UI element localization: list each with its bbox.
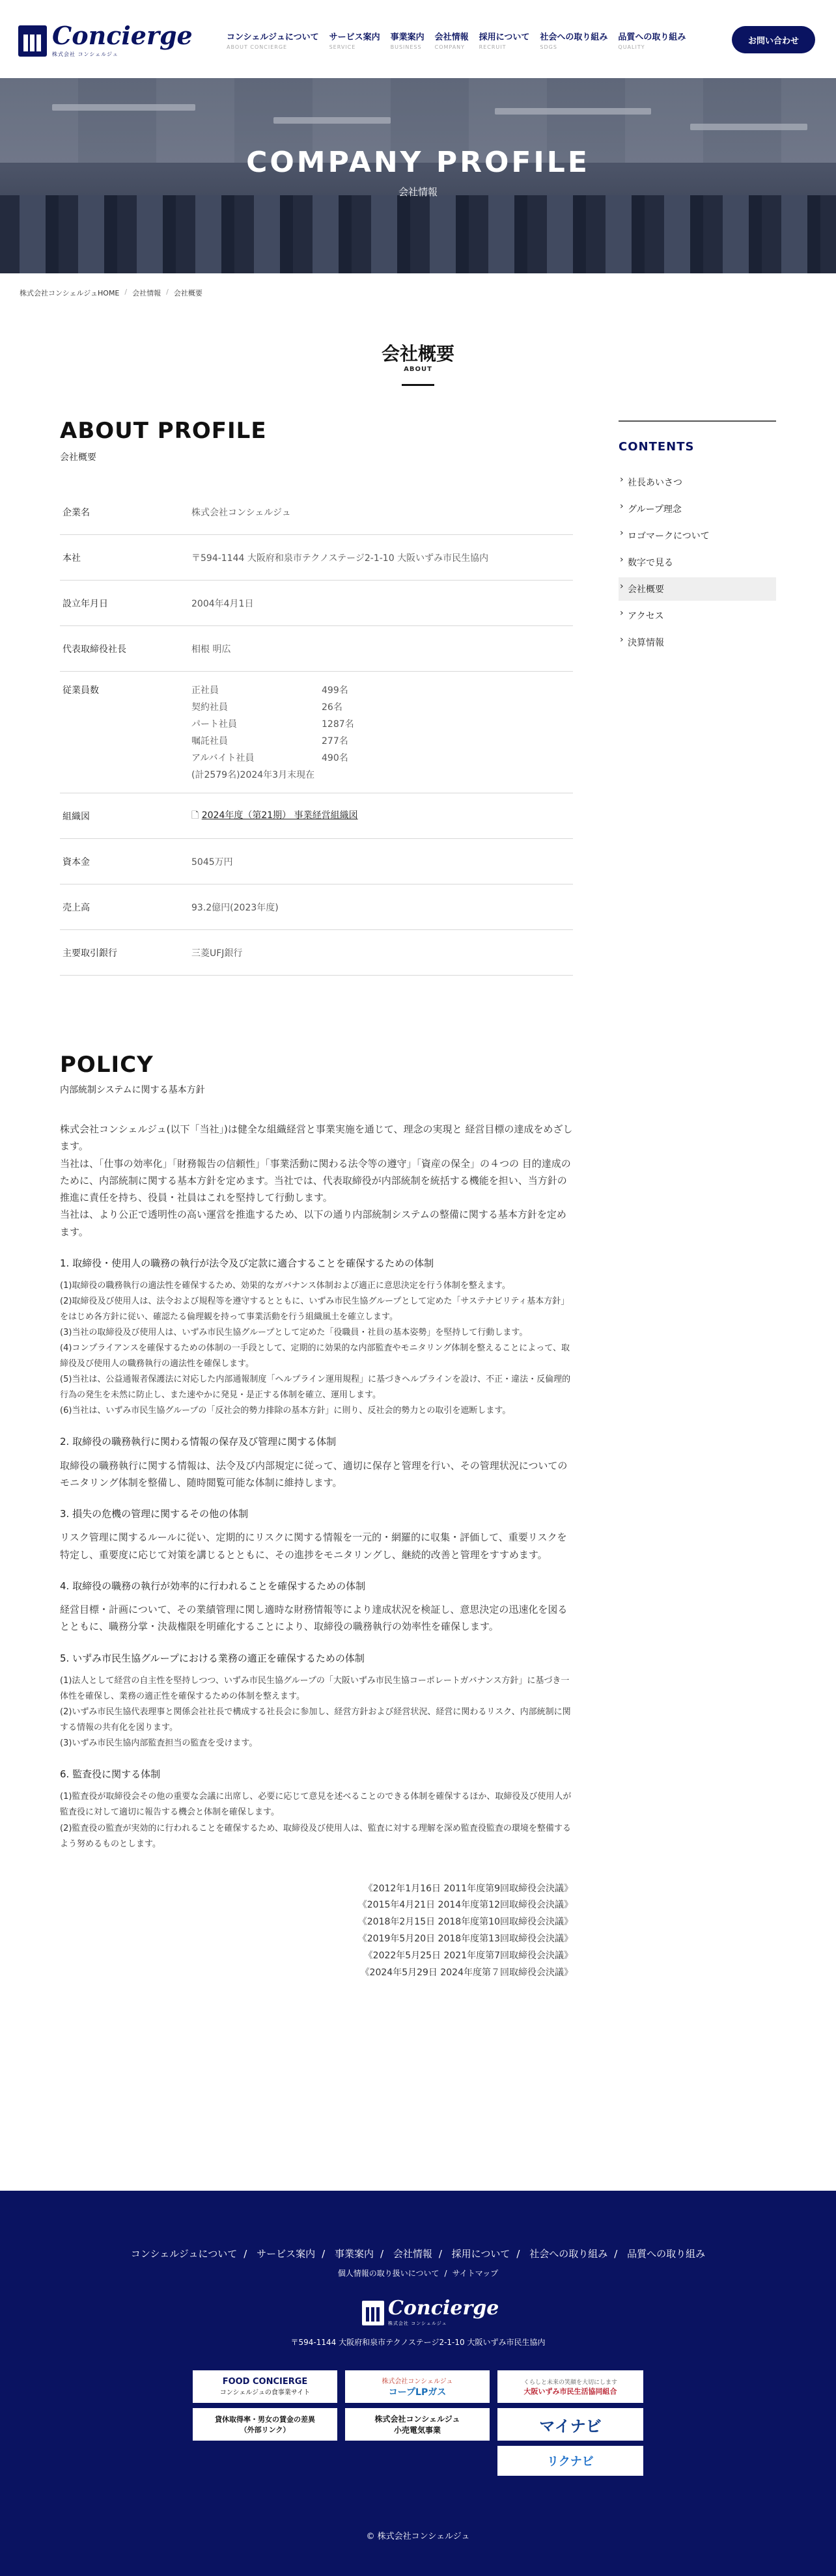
policy-section-title: 5. いずみ市民生協グループにおける業務の適正を確保するための体制: [60, 1652, 365, 1664]
nav-label-en: SDGS: [540, 44, 557, 50]
banner-electricity[interactable]: [345, 2408, 490, 2441]
org-chart-link[interactable]: 2024年度（第21期） 事業経営組織図: [201, 810, 358, 821]
banner-line1: 貸休取得率・男女の賃金の差異: [215, 2415, 315, 2424]
nav-label-en: BUSINESS: [390, 44, 422, 50]
nav-item-about[interactable]: [221, 30, 324, 50]
sidebar-item-profile[interactable]: › 会社概要: [619, 577, 776, 601]
table-row: [60, 884, 573, 930]
nav-item-service[interactable]: [324, 30, 385, 50]
policy-section-title: 4. 取締役の職務の執行が効率的に行われることを確保するための体制: [60, 1580, 366, 1592]
nav-label: 品質への取り組み: [618, 33, 686, 42]
employee-type: アルバイト社員: [191, 753, 255, 763]
nav-label: 会社情報: [434, 33, 469, 42]
policy-item: (2)監査役の監査が実効的に行われることを確保するため、取締役及び使用人は、監査に対する理解を深め監査役監査の環境を整備するよう努めるものとします。: [60, 1823, 571, 1849]
table-row: [60, 581, 573, 626]
footer-logo[interactable]: [362, 2299, 499, 2327]
resolution-entry: 《2022年5月25日 2021年度第7回取締役会決議》: [363, 1951, 573, 1962]
policy-item: (1)監査役が取締役会その他の重要な会議に出席し、必要に応じて意見を述べることのできる体制を確保するほか、取締役及び使用人が監査役に対して適切に報告する機会と体制を確保します。: [60, 1792, 572, 1818]
nav-label: サービス案内: [329, 33, 380, 42]
resolution-entry: 《2019年5月20日 2018年度第13回取締役会決議》: [357, 1934, 573, 1945]
policy-item: (1)取締役の職務執行の適法性を確保するため、効果的なガバナンス体制および適正に意思決定を行う体制を整えます。: [60, 1281, 510, 1291]
row-label: 企業名: [63, 507, 90, 518]
policy-item: (4)コンプライアンスを確保するための体制の一手段として、定期的に効果的な内部監査やモニタリング体制を整えることによって、取締役及び使用人の職務執行の適法性を確保します。: [60, 1343, 570, 1369]
banner-leave-rate[interactable]: [193, 2408, 337, 2441]
footer-address: 〒594-1144 大阪府和泉市テクノステージ2-1-10 大阪いずみ市民生協内: [290, 2338, 546, 2347]
sidebar-item-logo[interactable]: › ロゴマークについて: [619, 524, 776, 547]
employee-count: 490名: [322, 753, 348, 763]
page-title: 会社概要: [381, 343, 454, 364]
banner-line1: リクナビ: [547, 2455, 594, 2469]
row-label: 組織図: [63, 811, 90, 822]
banner-line1: マイナビ: [539, 2417, 602, 2435]
contents-sidebar: [619, 420, 776, 657]
policy-section-body: リスク管理に関するルールに従い、定期的にリスクに関する情報を一元的・網羅的に収集・評価して、重要リスクを特定し、重要度に応じて対策を講じるとともに、その進捗をモニタリングし、継続的改善と管理をすすめます。: [60, 1531, 567, 1561]
policy-subheading: 内部統制システムに関する基本方針: [60, 1085, 205, 1095]
nav-label: コンシェルジュについて: [227, 33, 319, 42]
row-label: 資本金: [63, 856, 90, 868]
about-subheading: 会社概要: [60, 452, 96, 463]
breadcrumb-separator: /: [166, 288, 169, 296]
breadcrumb-company[interactable]: 会社情報: [132, 289, 161, 297]
policy-item: (3)いずみ市民生協内部監査担当の監査を受けます。: [60, 1738, 258, 1749]
site-header: [0, 0, 836, 78]
about-heading: ABOUT PROFILE: [60, 418, 267, 444]
row-label: 主要取引銀行: [63, 948, 117, 959]
breadcrumb: [20, 288, 202, 298]
sidebar-title: CONTENTS: [619, 440, 695, 454]
banner-rikunabi[interactable]: [497, 2446, 643, 2476]
page-title-en: ABOUT: [404, 366, 432, 373]
policy-item: (2)取締役及び使用人は、法令および規程等を遵守するとともに、いずみ市民生協グループとして定めた「サステナビリティ基本方針」をはじめ各方針に従い、確認たる倫理観を持って事業活動を行う組織風土を確立します。: [60, 1296, 570, 1322]
row-label: 本社: [63, 553, 81, 564]
table-row: [60, 930, 573, 976]
employee-type: パート社員: [191, 719, 237, 730]
row-label: 売上高: [63, 902, 90, 913]
footer-link[interactable]: 事業案内: [334, 2248, 374, 2260]
resolution-entry: 《2024年5月29日 2024年度第７回取締役会決議》: [360, 1967, 573, 1979]
banner-line2: コンシェルジュの食事業サイト: [219, 2389, 311, 2396]
site-footer: [0, 2191, 836, 2576]
employee-count: 26名: [322, 702, 342, 713]
policy-section-body: 経営目標・計画について、その業績管理に関し適時な財務情報等により達成状況を検証し、意思決定の迅速化を図るとともに、職務分掌・決裁権限を明確化することにより、取締役の職務執行の効率性を確保します。: [60, 1604, 568, 1633]
employee-count: 499名: [322, 685, 348, 696]
nav-item-business[interactable]: [385, 30, 430, 50]
footer-link[interactable]: コンシェルジュについて: [130, 2248, 238, 2260]
table-row-org: [60, 793, 573, 839]
footer-subnav: 個人情報の取り扱いについて / サイトマップ: [337, 2269, 499, 2278]
policy-section-title: 2. 取締役の職務執行に関わる情報の保存及び管理に関する体制: [60, 1436, 337, 1448]
site-logo[interactable]: [18, 23, 193, 58]
sidebar-item-access[interactable]: › アクセス: [619, 604, 776, 627]
sidebar-item-numbers[interactable]: › 数字で見る: [619, 551, 776, 574]
footer-link[interactable]: 採用について: [451, 2248, 510, 2260]
sidebar-item-message[interactable]: › 社長あいさつ: [619, 471, 776, 494]
breadcrumb-home[interactable]: 株式会社コンシェルジュHOME: [20, 289, 120, 297]
policy-section-title: 1. 取締役・使用人の職務の執行が法令及び定款に適合することを確保するための体制: [60, 1257, 434, 1269]
row-value: 93.2億円(2023年度): [191, 902, 279, 913]
nav-label: 事業案内: [390, 33, 425, 42]
nav-label-en: QUALITY: [618, 44, 645, 50]
banner-line1: 株式会社コンシェルジュ: [374, 2415, 460, 2424]
banner-line1: FOOD CONCIERGE: [222, 2377, 308, 2387]
resolution-entry: 《2018年2月15日 2018年度第10回取締役会決議》: [357, 1917, 573, 1928]
row-value: 〒594-1144 大阪府和泉市テクノステージ2-1-10 大阪いずみ市民生協内: [191, 553, 489, 564]
nav-item-company[interactable]: [430, 30, 474, 50]
employee-note: (計2579名)2024年3月末現在: [191, 770, 315, 780]
footer-link[interactable]: 品質への取り組み: [627, 2248, 706, 2260]
profile-table: [60, 489, 573, 976]
footer-link[interactable]: 社会への取り組み: [529, 2248, 608, 2260]
nav-label-en: RECRUIT: [479, 44, 507, 50]
row-value: 三菱UFJ銀行: [191, 948, 243, 959]
policy-section-body: 取締役の職務執行に関する情報は、法令及び内部規定に従って、適切に保存と管理を行い、その管理状況についてのモニタリング体制を整備し、随時閲覧可能な体制に維持します。: [60, 1459, 568, 1488]
resolution-entry: 《2012年1月16日 2011年度第9回取締役会決議》: [363, 1883, 573, 1894]
banner-line1: くらしと未来の笑顔を大切にします: [523, 2379, 617, 2386]
logo-text: Concierge: [52, 21, 193, 50]
footer-link[interactable]: 会社情報: [393, 2248, 432, 2260]
table-row: [60, 489, 573, 535]
banner-line2: コープLPガス: [388, 2387, 447, 2398]
privacy-link[interactable]: 個人情報の取り扱いについて: [337, 2269, 439, 2278]
document-icon: 🗋: [191, 810, 199, 821]
footer-logo-sub: 株式会社 コンシェルジュ: [388, 2321, 447, 2326]
table-row: [60, 839, 573, 884]
sitemap-link[interactable]: サイトマップ: [452, 2269, 499, 2278]
logo-subtext: 株式会社 コンシェルジュ: [52, 51, 118, 57]
policy-item: (6)当社は、いずみ市民生協グループの「反社会的勢力排除の基本方針」に則り、反社会的勢力との取引を遮断します。: [60, 1406, 511, 1416]
nav-item-recruit[interactable]: [474, 30, 535, 50]
breadcrumb-current: 会社概要: [173, 289, 202, 297]
hero-banner: [0, 78, 836, 273]
nav-label-en: COMPANY: [434, 44, 466, 50]
breadcrumb-separator: /: [124, 288, 128, 296]
policy-heading: POLICY: [60, 1052, 154, 1078]
row-value: 株式会社コンシェルジュ: [191, 507, 291, 518]
title-underline: [402, 384, 434, 386]
employee-breakdown: [191, 683, 573, 764]
row-value: 2004年4月1日: [191, 598, 254, 609]
contact-button[interactable]: お問い合わせ: [732, 26, 815, 53]
hero-subtitle: 会社情報: [398, 186, 438, 198]
sidebar-item-financial[interactable]: › 決算情報: [619, 631, 776, 654]
logo-mark-icon: [362, 2301, 384, 2325]
policy-section-list: [60, 1673, 573, 1751]
policy-item: (2)いずみ市民生協代表理事と関係会社社長で構成する社長会に参加し、経営方針および経営状況、経営に関わるリスク、内部統制に関する情報の共有化を図ります。: [60, 1707, 571, 1733]
banner-coop-lpgas[interactable]: [345, 2370, 490, 2403]
policy-item: (5)当社は、公益通報者保護法に対応した内部通報制度「ヘルプライン運用規程」に基づきヘルプラインを設け、不正・違法・反倫理的行為の発生を未然に防止し、また速やかに発見・是正する体制を確立、運用します。: [60, 1375, 571, 1401]
employee-count: 1287名: [322, 719, 354, 730]
policy-section-title: 6. 監査役に関する体制: [60, 1768, 161, 1781]
intro-paragraph: 当社は、より公正で透明性の高い運営を推進するため、以下の通り内部統制システムの整備に関する基本方針を定めます。: [60, 1209, 566, 1238]
employee-type: 嘱託社員: [191, 736, 228, 747]
banner-line1: 株式会社コンシェルジュ: [382, 2377, 453, 2385]
banner-line2: （外部リンク）: [240, 2426, 290, 2434]
main-nav: [221, 30, 691, 50]
banner-line2: 小売電気事業: [393, 2426, 441, 2435]
row-value: 相根 明広: [191, 644, 231, 655]
policy-item: (3)当社の取締役及び使用人は、いずみ市民生協グループとして定めた「役職員・社員の基本姿勢」を堅持して行動します。: [60, 1328, 528, 1338]
nav-label: 社会への取り組み: [540, 33, 608, 42]
hero-title: COMPANY PROFILE: [246, 146, 590, 179]
logo-mark-icon: [18, 25, 47, 57]
nav-label-en: SERVICE: [329, 44, 356, 50]
banner-food-concierge[interactable]: [193, 2370, 337, 2403]
row-label: 設立年月日: [63, 598, 108, 609]
nav-label-en: ABOUT CONCIERGE: [227, 44, 288, 50]
intro-paragraph: 当社は、「仕事の効率化」「財務報告の信頼性」「事業活動に関わる法令等の遵守」「資産の保全」の４つの 目的達成のために、内部統制に関する基本方針を定めます。当社では、代表取締役が内部統制を統括する機能を担い、当方針の推進に責任を持ち、役員・社員はこれを堅持して行動します。: [60, 1157, 571, 1203]
row-value: 5045万円: [191, 856, 233, 868]
nav-item-quality[interactable]: [613, 30, 691, 50]
policy-body: [60, 1121, 573, 1982]
nav-item-sdgs[interactable]: [535, 30, 613, 50]
intro-paragraph: 株式会社コンシェルジュ(以下「当社」)は健全な組織経営と事業実施を通じて、理念の実現と 経営目標の達成をめざします。: [60, 1123, 573, 1153]
resolution-history: [60, 1881, 573, 1982]
footer-logo-text: Concierge: [388, 2297, 499, 2320]
table-row: [60, 626, 573, 672]
banner-izumi-coop[interactable]: [497, 2370, 643, 2403]
employee-count: 277名: [322, 736, 348, 747]
policy-section-list: [60, 1789, 573, 1852]
table-row: [60, 535, 573, 581]
copyright: © 株式会社コンシェルジュ: [366, 2532, 470, 2542]
policy-intro: [60, 1121, 573, 1240]
footer-link[interactable]: サービス案内: [257, 2248, 316, 2260]
policy-section-list: [60, 1278, 573, 1419]
policy-item: (1)法人として経営の自主性を堅持しつつ、いずみ市民生協グループの「大阪いずみ市民生協コーポレートガバナンス方針」に基づき一体性を確保し、業務の適正性を確保するための体制を整えます。: [60, 1675, 570, 1701]
employee-type: 正社員: [191, 685, 219, 696]
banner-line2: 大阪いずみ市民生活協同組合: [523, 2387, 617, 2396]
table-row-employees: [60, 672, 573, 793]
banner-mynavi[interactable]: [497, 2408, 643, 2441]
footer-nav: コンシェルジュについて / サービス案内 / 事業案内 / 会社情報 / 採用について / 社会への取り組み / 品質への取り組み: [130, 2248, 706, 2260]
policy-section-title: 3. 損失の危機の管理に関するその他の体制: [60, 1508, 249, 1520]
nav-label: 採用について: [479, 33, 530, 42]
resolution-entry: 《2015年4月21日 2014年度第12回取締役会決議》: [357, 1900, 573, 1911]
row-label: 代表取締役社長: [63, 644, 126, 655]
employee-type: 契約社員: [191, 702, 228, 713]
sidebar-item-philosophy[interactable]: › グループ理念: [619, 497, 776, 521]
row-label: 従業員数: [63, 685, 99, 696]
